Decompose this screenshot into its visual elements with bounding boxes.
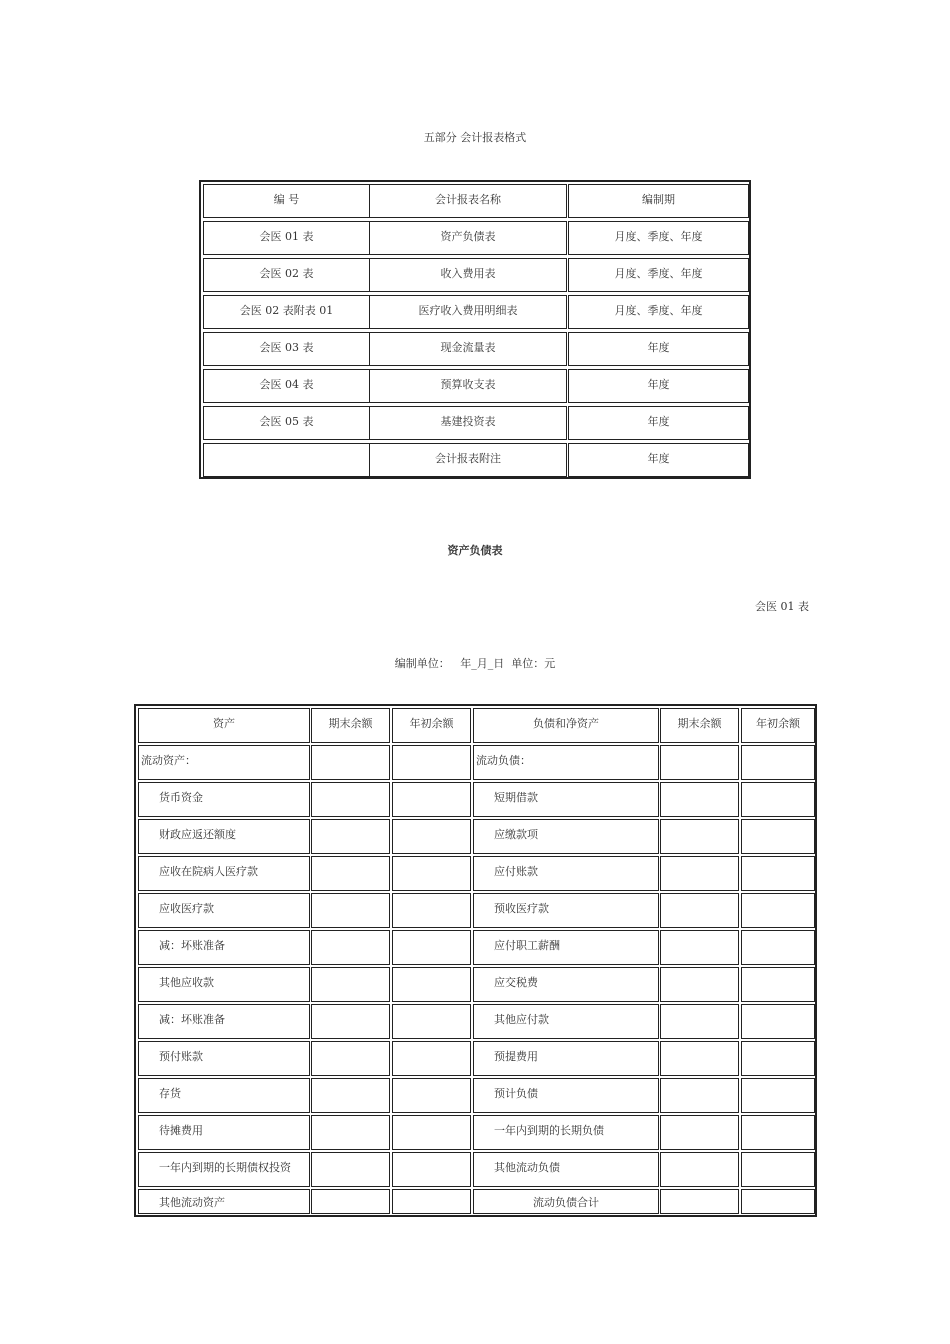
- balance-sheet-value-cell: [741, 745, 815, 780]
- balance-sheet-value-cell: [311, 930, 390, 965]
- report-list-header-cell: 会计报表名称: [369, 184, 567, 218]
- balance-sheet-label-cell: 应付账款: [473, 856, 659, 891]
- report-list-table: [199, 180, 751, 479]
- balance-sheet-value-cell: [392, 782, 471, 817]
- balance-sheet-header-cell: 期末余额: [660, 708, 739, 743]
- balance-sheet-value-cell: [741, 1041, 815, 1076]
- balance-sheet-value-cell: [311, 1041, 390, 1076]
- balance-sheet-value-cell: [660, 1115, 739, 1150]
- report-list-cell: 月度、季度、年度: [568, 221, 749, 255]
- balance-sheet-value-cell: [660, 893, 739, 928]
- report-list-cell: 年度: [568, 369, 749, 403]
- section-title: 五部分 会计报表格式: [423, 131, 527, 144]
- balance-sheet-header-cell: 资产: [138, 708, 310, 743]
- balance-sheet-label-cell: 其他流动资产: [138, 1189, 310, 1214]
- balance-sheet-label-cell: 预付账款: [138, 1041, 310, 1076]
- balance-sheet-label-cell: 其他应付款: [473, 1004, 659, 1039]
- balance-sheet-value-cell: [660, 1041, 739, 1076]
- balance-sheet-value-cell: [741, 1004, 815, 1039]
- report-list-header-cell: 编制期: [568, 184, 749, 218]
- balance-sheet-label-cell: 预计负债: [473, 1078, 659, 1113]
- balance-sheet-value-cell: [311, 782, 390, 817]
- balance-sheet-value-cell: [660, 1078, 739, 1113]
- report-list-cell: 会医 05 表: [203, 406, 370, 440]
- report-list-cell: 会医 03 表: [203, 332, 370, 366]
- balance-sheet-value-cell: [660, 856, 739, 891]
- balance-sheet-value-cell: [392, 745, 471, 780]
- balance-sheet-meta: 编制单位： 年_月_日 单位：元: [394, 657, 556, 670]
- balance-sheet-value-cell: [660, 745, 739, 780]
- report-list-cell: 医疗收入费用明细表: [369, 295, 567, 329]
- balance-sheet-value-cell: [311, 1152, 390, 1187]
- balance-sheet-label-cell: 预提费用: [473, 1041, 659, 1076]
- balance-sheet-value-cell: [741, 1078, 815, 1113]
- balance-sheet-value-cell: [660, 1004, 739, 1039]
- balance-sheet-label-cell: 待摊费用: [138, 1115, 310, 1150]
- balance-sheet-value-cell: [392, 1078, 471, 1113]
- balance-sheet-value-cell: [741, 819, 815, 854]
- balance-sheet-value-cell: [311, 1004, 390, 1039]
- balance-sheet-value-cell: [741, 1115, 815, 1150]
- report-list-cell: 年度: [568, 406, 749, 440]
- balance-sheet-value-cell: [741, 893, 815, 928]
- report-list-cell: 年度: [568, 443, 749, 477]
- balance-sheet-header-cell: 年初余额: [392, 708, 471, 743]
- balance-sheet-value-cell: [311, 745, 390, 780]
- report-list-cell: [203, 443, 370, 477]
- balance-sheet-value-cell: [311, 1115, 390, 1150]
- balance-sheet-label-cell: 流动负债：: [473, 745, 659, 780]
- report-list-cell: 资产负债表: [369, 221, 567, 255]
- balance-sheet-value-cell: [660, 1189, 739, 1214]
- balance-sheet-value-cell: [660, 967, 739, 1002]
- balance-sheet-value-cell: [741, 1189, 815, 1214]
- report-list-cell: 月度、季度、年度: [568, 258, 749, 292]
- balance-sheet-label-cell: 减：坏账准备: [138, 930, 310, 965]
- report-list-cell: 年度: [568, 332, 749, 366]
- balance-sheet-value-cell: [392, 819, 471, 854]
- balance-sheet-value-cell: [741, 967, 815, 1002]
- balance-sheet-label-cell: 流动资产：: [138, 745, 310, 780]
- balance-sheet-value-cell: [392, 1041, 471, 1076]
- balance-sheet-value-cell: [392, 856, 471, 891]
- balance-sheet-value-cell: [660, 1152, 739, 1187]
- report-list-cell: 预算收支表: [369, 369, 567, 403]
- report-list-cell: 收入费用表: [369, 258, 567, 292]
- balance-sheet-header-cell: 期末余额: [311, 708, 390, 743]
- balance-sheet-label-cell: 财政应返还额度: [138, 819, 310, 854]
- report-list-header-cell: 编 号: [203, 184, 370, 218]
- balance-sheet-value-cell: [311, 819, 390, 854]
- balance-sheet-title: 资产负债表: [447, 544, 503, 557]
- balance-sheet-value-cell: [741, 856, 815, 891]
- balance-sheet-code: 会医 01 表: [755, 600, 809, 613]
- report-list-cell: 月度、季度、年度: [568, 295, 749, 329]
- balance-sheet-value-cell: [392, 1152, 471, 1187]
- balance-sheet-value-cell: [741, 930, 815, 965]
- balance-sheet-value-cell: [311, 856, 390, 891]
- balance-sheet-value-cell: [392, 1004, 471, 1039]
- balance-sheet-value-cell: [392, 1115, 471, 1150]
- balance-sheet-value-cell: [311, 1189, 390, 1214]
- report-list-cell: 基建投资表: [369, 406, 567, 440]
- balance-sheet-label-cell: 应收医疗款: [138, 893, 310, 928]
- balance-sheet-value-cell: [660, 782, 739, 817]
- balance-sheet-label-cell: 其他流动负债: [473, 1152, 659, 1187]
- balance-sheet-label-cell: 一年内到期的长期债权投资: [138, 1152, 310, 1187]
- balance-sheet-label-cell: 预收医疗款: [473, 893, 659, 928]
- report-list-cell: 会医 02 表附表 01: [203, 295, 370, 329]
- balance-sheet-label-cell: 应付职工薪酬: [473, 930, 659, 965]
- balance-sheet-value-cell: [392, 930, 471, 965]
- balance-sheet-value-cell: [392, 1189, 471, 1214]
- balance-sheet-value-cell: [660, 819, 739, 854]
- balance-sheet-value-cell: [660, 930, 739, 965]
- balance-sheet-label-cell: 存货: [138, 1078, 310, 1113]
- balance-sheet-label-cell: 应缴款项: [473, 819, 659, 854]
- balance-sheet-value-cell: [392, 967, 471, 1002]
- balance-sheet-value-cell: [311, 1078, 390, 1113]
- balance-sheet-value-cell: [741, 782, 815, 817]
- balance-sheet-label-cell: 流动负债合计: [473, 1189, 659, 1214]
- balance-sheet-value-cell: [741, 1152, 815, 1187]
- report-list-cell: 现金流量表: [369, 332, 567, 366]
- balance-sheet-table: [134, 704, 817, 1217]
- balance-sheet-value-cell: [311, 893, 390, 928]
- balance-sheet-label-cell: 应收在院病人医疗款: [138, 856, 310, 891]
- report-list-cell: 会医 02 表: [203, 258, 370, 292]
- balance-sheet-label-cell: 应交税费: [473, 967, 659, 1002]
- balance-sheet-header-cell: 负债和净资产: [473, 708, 659, 743]
- balance-sheet-label-cell: 货币资金: [138, 782, 310, 817]
- balance-sheet-value-cell: [392, 893, 471, 928]
- balance-sheet-label-cell: 一年内到期的长期负债: [473, 1115, 659, 1150]
- report-list-cell: 会医 01 表: [203, 221, 370, 255]
- balance-sheet-label-cell: 短期借款: [473, 782, 659, 817]
- balance-sheet-label-cell: 其他应收款: [138, 967, 310, 1002]
- balance-sheet-label-cell: 减：坏账准备: [138, 1004, 310, 1039]
- report-list-cell: 会计报表附注: [369, 443, 567, 477]
- balance-sheet-header-cell: 年初余额: [741, 708, 815, 743]
- balance-sheet-value-cell: [311, 967, 390, 1002]
- report-list-cell: 会医 04 表: [203, 369, 370, 403]
